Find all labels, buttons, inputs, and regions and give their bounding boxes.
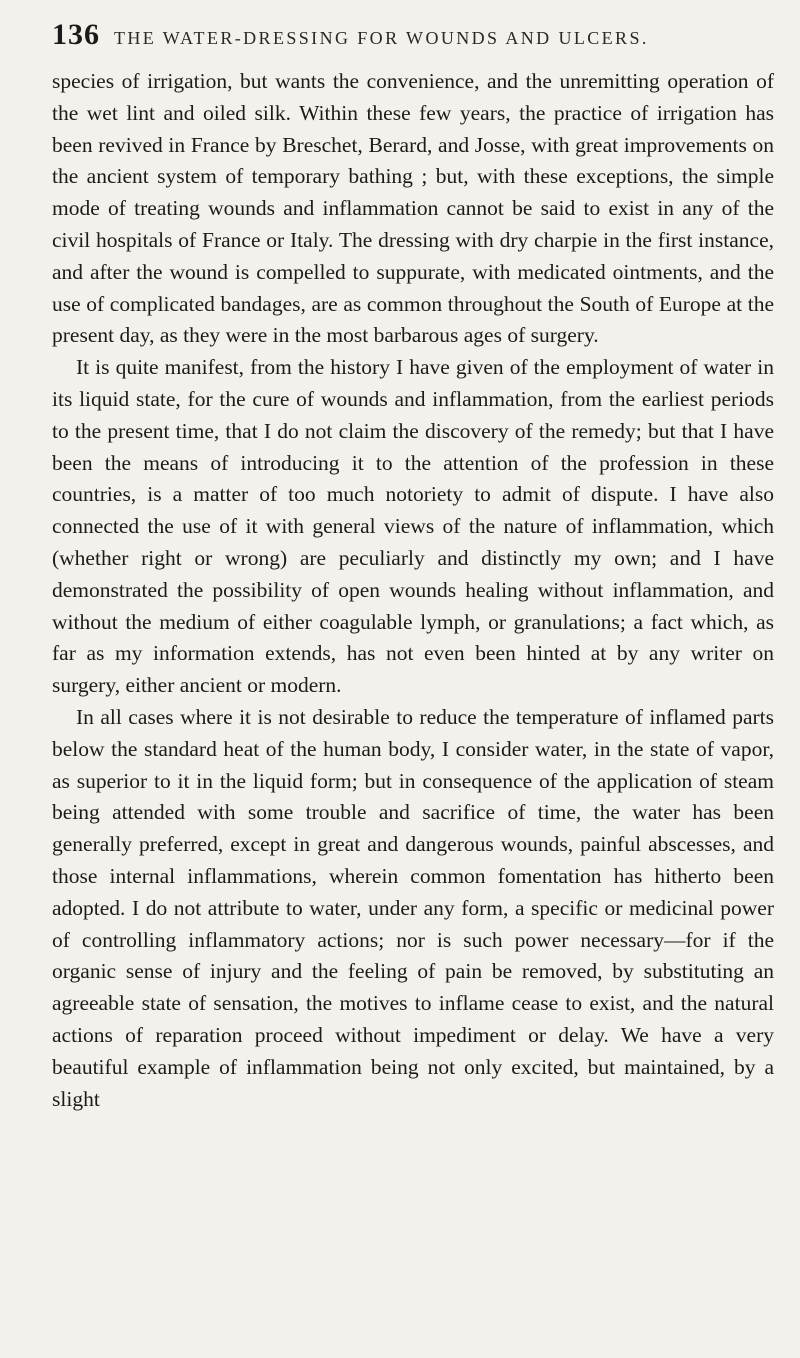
book-page [52,18,774,1115]
running-title: THE WATER-DRESSING FOR WOUNDS AND ULCERS. [114,28,649,48]
paragraph-2: It is quite manifest, from the history I have given of the employment of water in its liquid state, for the cure of wounds and inflammation, from the earliest periods to the present time, that I do not claim the discovery of the remedy; but that I have been the means of introducing it to the attention of the profession in these countries, is a matter of too much notoriety to admit of dispute. I have also connected the use of it with general views of the nature of inflammation, which (whether right or wrong) are peculiarly and distinctly my own; and I have demonstrated the possibility of open wounds healing without inflammation, and without the medium of either coagulable lymph, or granulations; a fact which, as far as my information extends, has not even been hinted at by any writer on surgery, either ancient or modern. [52,355,774,698]
paragraph-1: species of irrigation, but wants the convenience, and the unremitting operation of the wet lint and oiled silk. Within these few years, the practice of irrigation has been revived in France by Breschet, Berard, and Josse, with great improvements on the ancient system of temporary bathing ; but, with these exceptions, the simple mode of treating wounds and inflammation cannot be said to exist in any of the civil hospitals of France or Italy. The dressing with dry charpie in the first instance, and after the wound is compelled to suppurate, with medicated ointments, and the use of complicated bandages, are as common throughout the South of Europe at the present day, as they were in the most barbarous ages of surgery. [52,69,774,348]
page-header [52,18,774,64]
paragraph-3: In all cases where it is not desirable to reduce the temperature of inflamed parts below the standard heat of the human body, I consider water, in the state of vapor, as superior to it in the liquid form; but in consequence of the application of steam being attended with some trouble and sacrifice of time, the water has been generally preferred, except in great and dangerous wounds, painful abscesses, and those internal inflammations, wherein common fomentation has hitherto been adopted. I do not attribute to water, under any form, a specific or medicinal power of controlling inflammatory actions; nor is such power necessary—for if the organic sense of injury and the feeling of pain be removed, by substituting an agreeable state of sensation, the motives to inflame cease to exist, and the natural actions of reparation proceed without impediment or delay. We have a very beautiful example of inflammation being not only excited, but maintained, by a slight [52,704,774,1111]
body-text [52,66,774,1115]
page-number: 136 [52,18,100,51]
